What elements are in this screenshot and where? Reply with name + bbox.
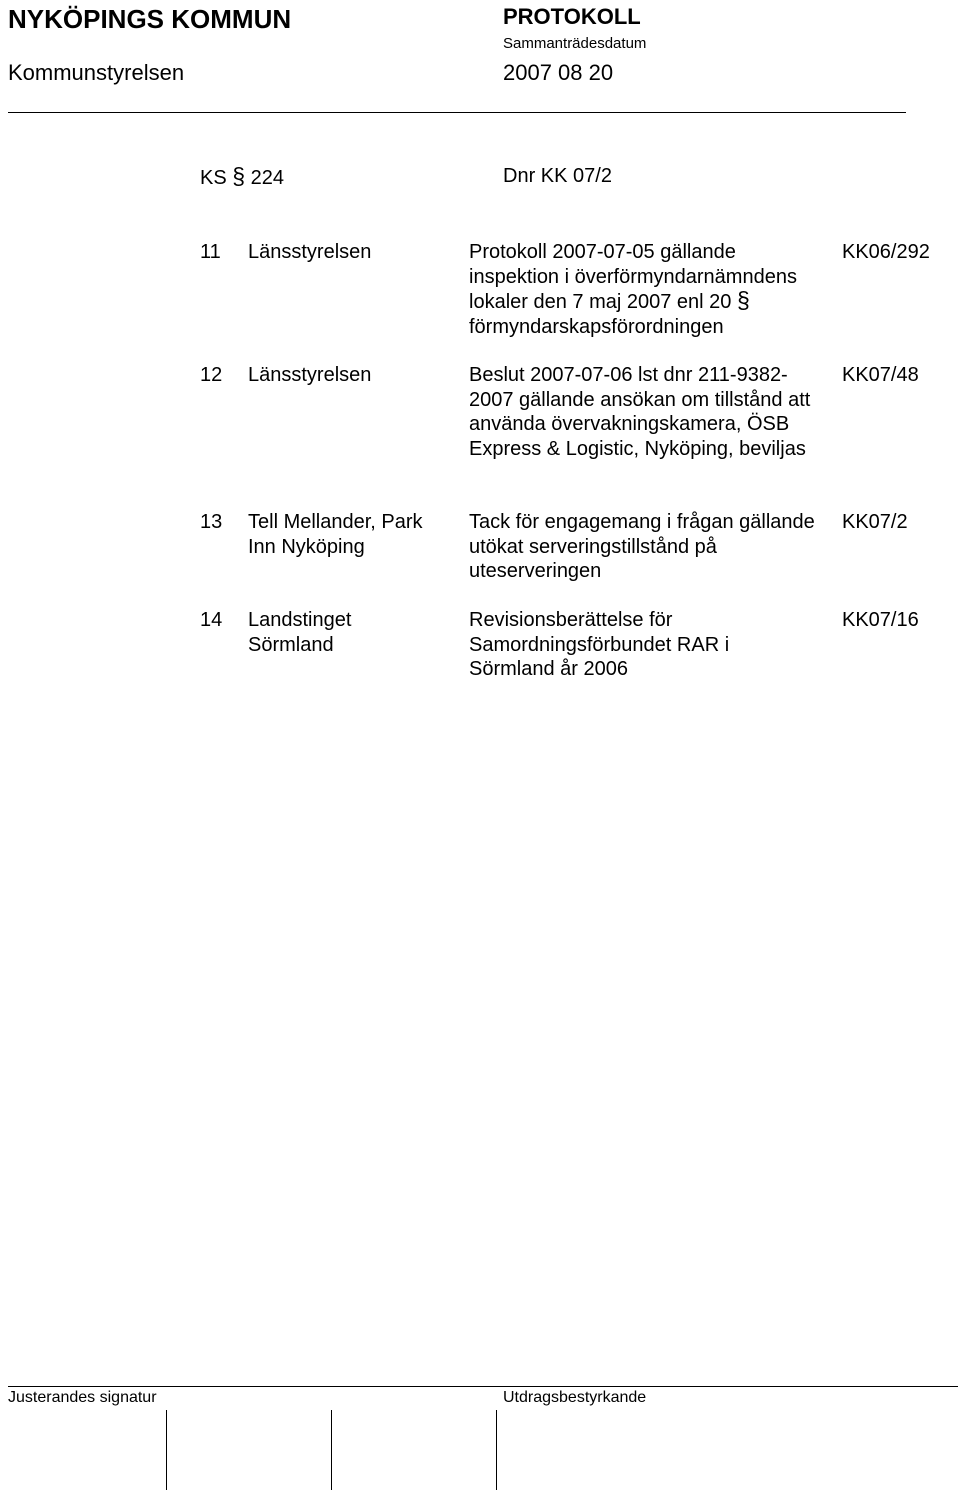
ks-number: 224 — [250, 167, 284, 189]
extract-certification-label: Utdragsbestyrkande — [503, 1389, 647, 1406]
item-number: 11 — [200, 241, 221, 263]
item-sender: Länsstyrelsen — [248, 241, 372, 263]
paragraph-sign: § — [736, 287, 750, 313]
signature-box-divider — [166, 1410, 167, 1490]
item-reference: KK06/292 — [842, 241, 930, 263]
organization-name: NYKÖPINGS KOMMUN — [8, 4, 292, 34]
item-reference: KK07/48 — [842, 364, 919, 386]
item-number: 13 — [200, 511, 223, 533]
item-subject: Revisionsberättelse för Samordningsförbundet RAR i Sörmland år 2006 — [469, 609, 730, 680]
paragraph-sign: § — [232, 163, 246, 189]
ks-label: KS — [200, 167, 227, 189]
item-sender: Tell Mellander, Park Inn Nyköping — [248, 511, 423, 558]
dnr-reference: Dnr KK 07/2 — [503, 165, 612, 187]
signature-box-divider — [496, 1410, 497, 1490]
footer-divider — [8, 1386, 958, 1387]
item-subject: Tack för engagemang i frågan gällande utökat serveringstillstånd på uteserveringen — [469, 511, 815, 582]
signature-label: Justerandes signatur — [8, 1389, 157, 1406]
section-number — [200, 165, 284, 190]
meeting-date: 2007 08 20 — [503, 60, 614, 85]
item-reference: KK07/2 — [842, 511, 908, 533]
item-subject-tail: förmyndarskapsförordningen — [469, 315, 724, 338]
item-number: 12 — [200, 364, 223, 386]
item-subject-text: Protokoll 2007-07-05 gällande inspektion i överförmyndarnämndens lokaler den 7 maj 2007 enl 20 — [469, 241, 797, 313]
item-sender: Landstinget Sörmland — [248, 609, 352, 656]
header-divider — [8, 112, 906, 113]
item-sender: Länsstyrelsen — [248, 364, 372, 386]
item-subject: Beslut 2007-07-06 lst dnr 211-9382-2007 gällande ansökan om tillstånd att använda övervakningskamera, ÖSB Express & Logistic, Nyköping, beviljas — [469, 364, 811, 460]
item-number: 14 — [200, 609, 223, 631]
item-reference: KK07/16 — [842, 609, 919, 631]
meeting-date-label: Sammanträdesdatum — [503, 35, 647, 52]
signature-box-divider — [331, 1410, 332, 1490]
committee-name: Kommunstyrelsen — [8, 60, 185, 85]
document-type: PROTOKOLL — [503, 4, 641, 29]
item-subject — [469, 240, 809, 339]
